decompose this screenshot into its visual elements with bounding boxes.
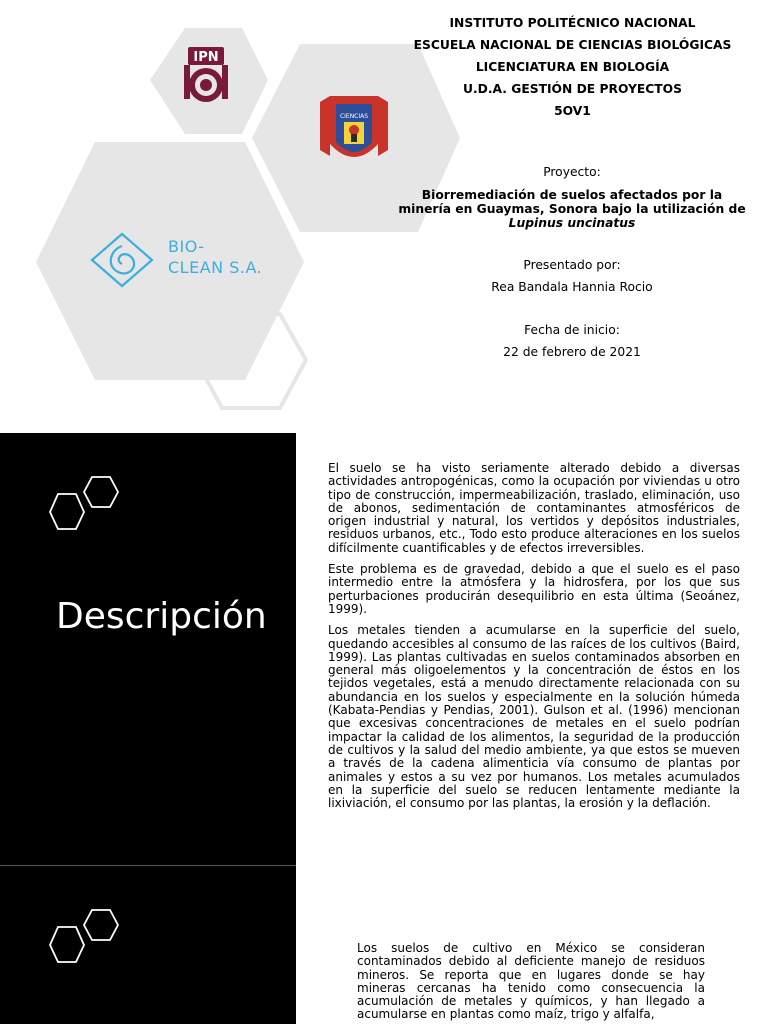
header-line-5: 5OV1 [554, 104, 591, 118]
header-line-4: U.D.A. GESTIÓN DE PROYECTOS [463, 82, 682, 96]
bioclean-logo-icon [90, 232, 160, 288]
presenter-name: Rea Bandala Hannia Rocio [491, 280, 653, 294]
start-date-label: Fecha de inicio: [524, 323, 620, 337]
svg-text:CIENCIAS: CIENCIAS [339, 113, 369, 120]
project-title-species: Lupinus uncinatus [508, 216, 636, 230]
hexagon-pair-icon [44, 472, 124, 534]
paragraph-2: Este problema es de gravedad, debido a que el suelo es el paso intermedio entre la atmósfera y la hidrosfera, por los que sus perturbaciones producirán desequilibrio en esta última (Seoánez, 1999). [328, 562, 740, 616]
ipn-logo [180, 45, 232, 107]
description-text [328, 462, 740, 818]
project-title [392, 188, 752, 230]
presenter-label: Presentado por: [523, 258, 621, 272]
description-text-bottom [357, 942, 705, 1030]
header-line-1: INSTITUTO POLITÉCNICO NACIONAL [449, 16, 696, 30]
start-date: 22 de febrero de 2021 [503, 345, 641, 359]
paragraph-3: Los metales tienden a acumularse en la superficie del suelo, quedando accesibles al consumo de las raíces de los cultivos (Baird, 1999). Las plantas cultivadas en suelos contaminados absorben en general más oligoelementos y la concentración de éstos en los tejidos vegetales, está a menudo directamente relacionada con su abundancia en los suelos y especialmente en la solución húmeda (Kabata-Pendias y Pendias, 2001). Gulson et al. (1996) mencionan que excesivas concentraciones de metales en el suelo podrían impactar la calidad de los alimentos, la seguridad de la producción de cultivos y la salud del medio ambiente, ya que estos se mueven a través de la cadena alimenticia vía consumo de plantas por animales y estos a su vez por humanos. Los metales acumulados en la superficie del suelo se reducen lentamente mediante la lixiviación, el consumo por las plantas, la erosión y la deflación. [328, 623, 740, 811]
header-line-2: ESCUELA NACIONAL DE CIENCIAS BIOLÓGICAS [413, 38, 732, 52]
section-title: Descripción [56, 596, 267, 637]
svg-text:IPN: IPN [193, 50, 219, 65]
paragraph-4: Los suelos de cultivo en México se consideran contaminados debido al deficiente manejo de residuos mineros. Se reporta que en lugares donde se hay mineras cercanas ha tenido como consecuencia la acumulación de metales y químicos, y han llegado a acumularse en plantas como maíz, trigo y alfalfa, [357, 941, 705, 1022]
project-title-text: Biorremediación de suelos afectados por la minería en Guaymas, Sonora bajo la utilización de [398, 188, 746, 216]
encb-crest-logo [316, 92, 392, 170]
project-label: Proyecto: [543, 165, 601, 179]
bioclean-line1: BIO- [168, 237, 205, 256]
bioclean-line2: CLEAN S.A. [168, 258, 263, 277]
paragraph-1: El suelo se ha visto seriamente alterado debido a diversas actividades antropogénicas, como la ocupación por viviendas u otro tipo de construcción, impermeabilización, traslado, eliminación, uso de abonos, sedimentación de contaminantes atmosféricos de origen industrial y natural, los vertidos y depósitos industriales, residuos urbanos, etc., Todo esto produce alteraciones en los suelos difícilmente cuantificables y de efectos irreversibles. [328, 461, 740, 555]
institution-header [395, 12, 750, 122]
hexagon-pair-icon-2 [44, 905, 124, 967]
bioclean-logo-text [168, 236, 262, 278]
header-line-3: LICENCIATURA EN BIOLOGÍA [475, 60, 670, 74]
